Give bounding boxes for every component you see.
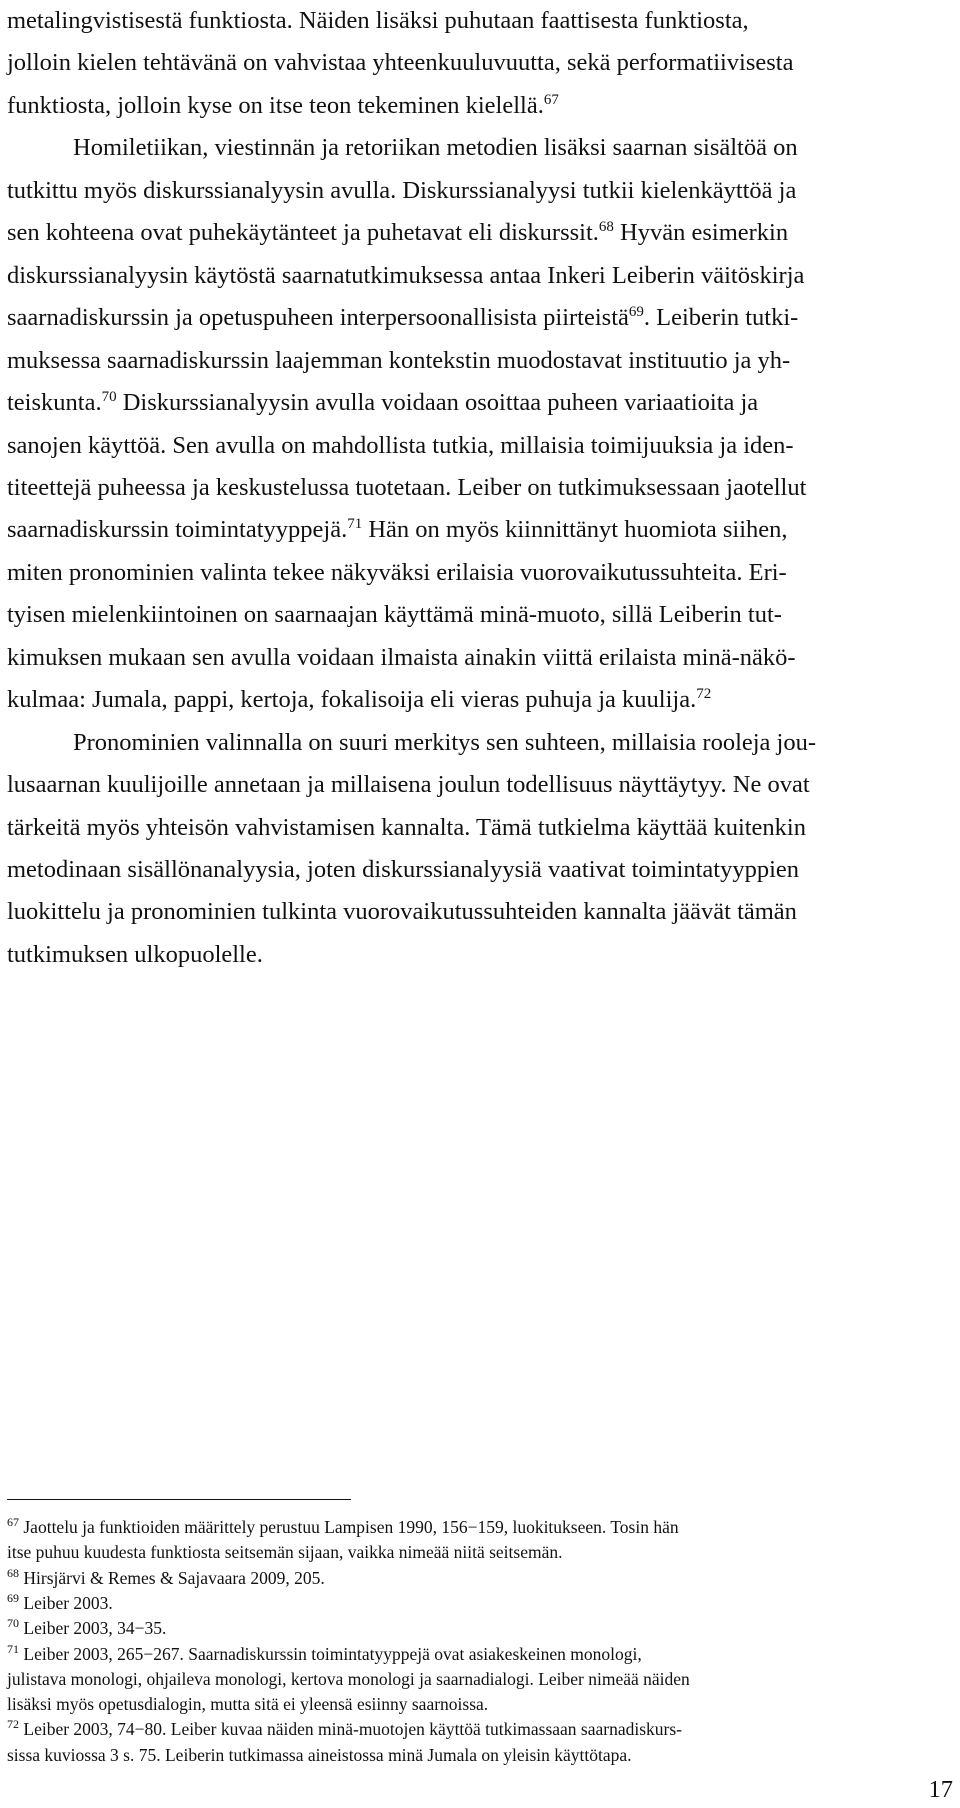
line-text-continued: . Leiberin tutki-	[643, 304, 799, 332]
line-text: diskurssianalyysin käytöstä saarnatutkimuksessa antaa Inkeri Leiberin väitöskirja	[7, 261, 805, 289]
line-text: kimuksen mukaan sen avulla voidaan ilmaista ainakin viittä erilaista minä-näkö-	[7, 643, 796, 671]
text-line	[7, 176, 960, 206]
line-text: titeettejä puheessa ja keskustelussa tuotetaan. Leiber on tutkimuksessaan jaotellut	[7, 473, 807, 501]
footnote-number: 72	[7, 1717, 19, 1732]
line-text: saarnadiskurssin toimintatyyppejä.	[7, 516, 348, 544]
footnote-text: Leiber 2003, 34−35.	[19, 1618, 167, 1639]
text-line	[7, 473, 960, 503]
text-line	[7, 770, 960, 800]
line-text: sanojen käyttöä. Sen avulla on mahdollista tutkia, millaisia toimijuuksia ja iden-	[7, 431, 794, 459]
line-text: sen kohteena ovat puhekäytänteet ja puhetavat eli diskurssit.	[7, 219, 599, 247]
footnote-line	[7, 1592, 960, 1614]
line-text: Homiletiikan, viestinnän ja retoriikan metodien lisäksi saarnan sisältöä on	[73, 134, 798, 162]
line-text: metodinaan sisällönanalyysia, joten diskurssianalyysiä vaativat toimintatyyppien	[7, 856, 800, 883]
text-line	[7, 643, 960, 673]
line-text-continued: Hän on myös kiinnittänyt huomiota siihen,	[362, 516, 788, 544]
text-line	[7, 261, 960, 291]
text-line	[7, 685, 960, 715]
footnote-number: 70	[7, 1616, 19, 1631]
line-text: jolloin kielen tehtävänä on vahvistaa yhteenkuuluvuutta, sekä performatiivisesta	[7, 49, 794, 77]
footnote-text: Leiber 2003, 265−267. Saarnadiskurssin toimintatyyppejä ovat asiakeskeinen monologi,	[19, 1643, 642, 1664]
text-line	[7, 48, 960, 78]
footnote-ref: 71	[347, 516, 363, 533]
footnote-line	[7, 1744, 960, 1766]
footnote-ref: 72	[696, 686, 712, 703]
text-line	[7, 218, 960, 248]
footnote-ref: 70	[101, 389, 117, 406]
line-text: tärkeitä myös yhteisön vahvistamisen kannalta. Tämä tutkielma käyttää kuitenkin	[7, 813, 806, 841]
footnote-ref: 69	[628, 304, 644, 321]
footnote-number: 71	[7, 1641, 19, 1656]
footnote-text: Leiber 2003.	[19, 1592, 113, 1613]
footnote-number: 69	[7, 1590, 19, 1605]
footnote-separator	[7, 1499, 351, 1500]
footnote-text: itse puhuu kuudesta funktiosta seitsemän sijaan, vaikka nimeää niitä seitsemän.	[7, 1542, 563, 1563]
footnote-line	[7, 1516, 960, 1538]
footnote-number: 67	[7, 1515, 19, 1529]
footnote-ref: 67	[543, 91, 559, 108]
footnote-text: sissa kuviossa 3 s. 75. Leiberin tutkimassa aineistossa minä Jumala on yleisin käyttötapa.	[7, 1744, 632, 1765]
text-line	[7, 6, 960, 36]
footnote-text: Jaottelu ja funktioiden määrittely perustuu Lampisen 1990, 156−159, luokitukseen. Tosin hän	[19, 1517, 679, 1537]
line-text: tutkimuksen ulkopuolelle.	[7, 940, 263, 968]
line-text: miten pronominien valinta tekee näkyväksi erilaisia vuorovaikutussuhteita. Eri-	[7, 558, 787, 586]
text-line	[7, 813, 960, 843]
line-text-continued: Diskurssianalyysin avulla voidaan osoittaa puheen variaatioita ja	[116, 389, 759, 417]
text-line	[73, 133, 960, 163]
line-text: lusaarnan kuulijoille annetaan ja millaisena joulun todellisuus näyttäytyy. Ne ovat	[7, 771, 810, 799]
line-text: funktiosta, jolloin kyse on itse teon tekeminen kielellä.	[7, 91, 544, 119]
text-line	[7, 940, 960, 970]
line-text: metalingvistisestä funktiosta. Näiden lisäksi puhutaan faattisesta funktiosta,	[7, 7, 749, 34]
line-text: tutkittu myös diskurssianalyysin avulla. Diskurssianalyysi tutkii kielenkäyttöä ja	[7, 176, 797, 204]
footnote-text: Leiber 2003, 74−80. Leiber kuvaa näiden minä-muotojen käyttöä tutkimassaan saarnadiskurs-	[19, 1719, 683, 1740]
line-text: teiskunta.	[7, 389, 102, 417]
footnote-line	[7, 1668, 960, 1690]
footnote-line	[7, 1693, 960, 1715]
page-number: 17	[928, 1776, 953, 1803]
line-text-continued: Hyvän esimerkin	[613, 219, 789, 247]
text-line	[7, 91, 960, 121]
text-line	[7, 558, 960, 588]
line-text: Pronominien valinnalla on suuri merkitys sen suhteen, millaisia rooleja jou-	[73, 728, 817, 756]
text-line	[7, 897, 960, 927]
footnote-ref: 68	[598, 219, 614, 236]
text-line	[7, 431, 960, 461]
text-line	[7, 388, 960, 418]
line-text: kulmaa: Jumala, pappi, kertoja, fokalisoija eli vieras puhuja ja kuulija.	[7, 686, 697, 714]
footnote-text: Hirsjärvi & Remes & Sajavaara 2009, 205.	[19, 1567, 325, 1588]
text-line	[73, 728, 960, 758]
footnote-line	[7, 1567, 960, 1589]
footnote-line	[7, 1643, 960, 1665]
text-line	[7, 515, 960, 545]
footnote-line	[7, 1617, 960, 1639]
text-line	[7, 855, 960, 885]
line-text: saarnadiskurssin ja opetuspuheen interpersoonallisista piirteistä	[7, 304, 629, 332]
footnote-number: 68	[7, 1565, 19, 1580]
footnote-text: julistava monologi, ohjaileva monologi, kertova monologi ja saarnadialogi. Leiber nimeää näiden	[7, 1668, 690, 1689]
footnote-line	[7, 1541, 960, 1563]
text-line	[7, 600, 960, 630]
text-line	[7, 303, 960, 333]
text-line	[7, 346, 960, 376]
line-text: luokittelu ja pronominien tulkinta vuorovaikutussuhteiden kannalta jäävät tämän	[7, 898, 797, 926]
footnote-line	[7, 1718, 960, 1740]
line-text: tyisen mielenkiintoinen on saarnaajan käyttämä minä-muoto, sillä Leiberin tut-	[7, 601, 782, 629]
line-text: muksessa saarnadiskurssin laajemman kontekstin muodostavat instituutio ja yh-	[7, 346, 791, 374]
footnote-text: lisäksi myös opetusdialogin, mutta sitä ei yleensä esiinny saarnoissa.	[7, 1694, 489, 1715]
